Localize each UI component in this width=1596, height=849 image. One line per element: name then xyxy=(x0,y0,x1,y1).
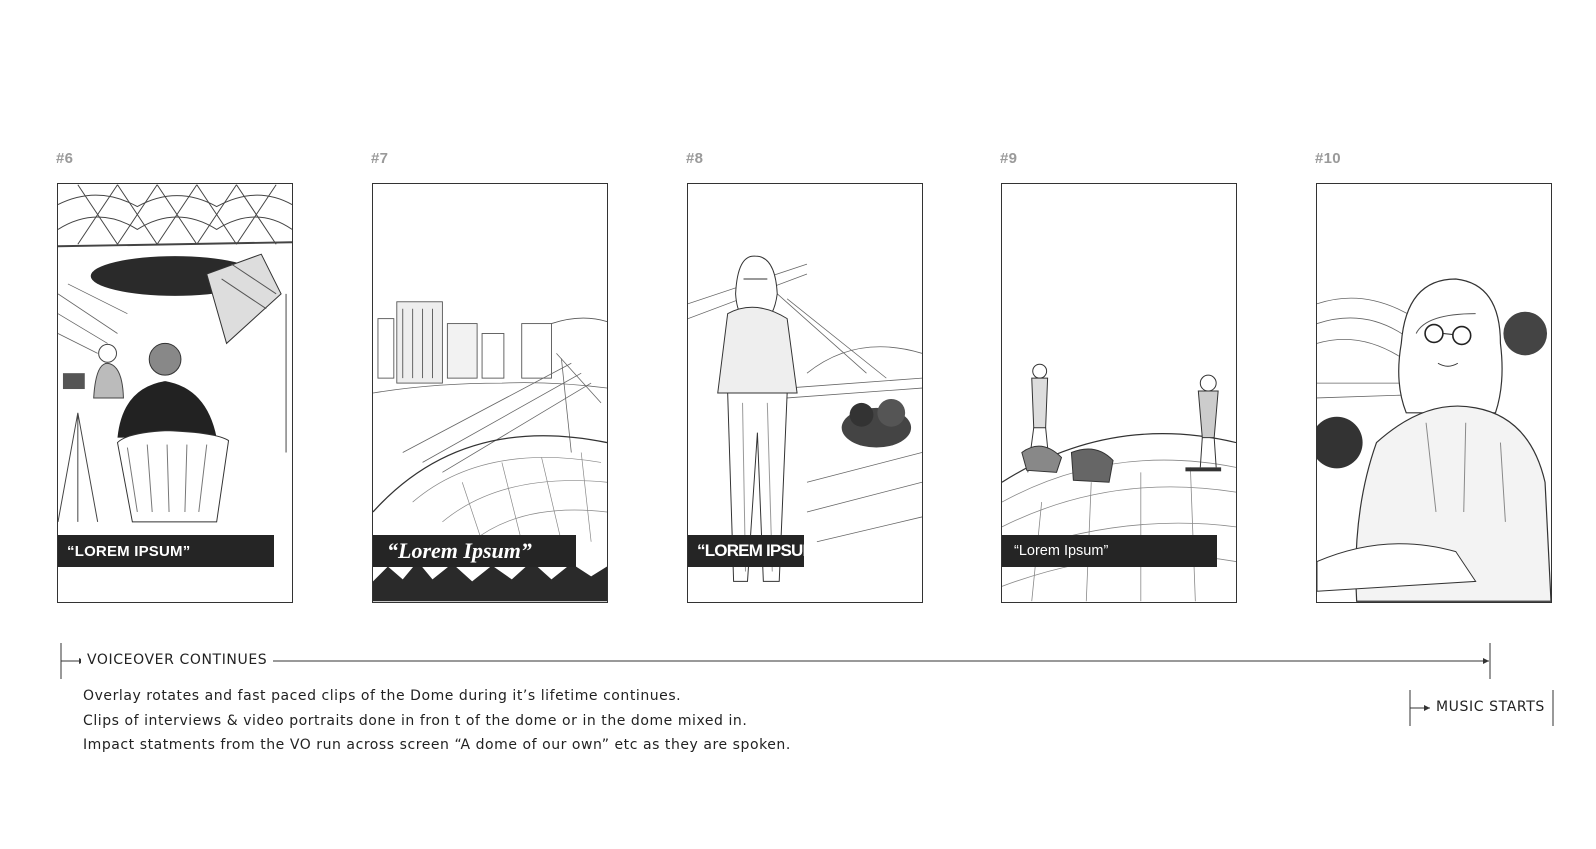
overlay-caption-8: “LOREM IPSUM” xyxy=(688,535,804,567)
frame-number-9: #9 xyxy=(1000,150,1018,167)
note-line-1: Overlay rotates and fast paced clips of the Dome during it’s lifetime continues. xyxy=(83,688,682,704)
scene-notes xyxy=(83,684,791,758)
frame-number-7: #7 xyxy=(371,150,389,167)
note-line-3: Impact statments from the VO run across screen “A dome of our own” etc as they are spoken. xyxy=(83,737,791,753)
note-line-2: Clips of interviews & video portraits done in fron t of the dome or in the dome mixed in. xyxy=(83,712,748,729)
overlay-caption-9: “Lorem Ipsum” xyxy=(1002,535,1217,567)
frame-number-8: #8 xyxy=(686,150,704,167)
frame-number-10: #10 xyxy=(1315,150,1341,167)
frame-number-6: #6 xyxy=(56,150,74,167)
overlay-caption-7: “Lorem Ipsum” xyxy=(373,535,576,567)
music-starts-label: MUSIC STARTS xyxy=(1430,699,1551,715)
overlay-caption-6: “LOREM IPSUM” xyxy=(58,535,274,567)
voiceover-label: VOICEOVER CONTINUES xyxy=(81,652,273,668)
